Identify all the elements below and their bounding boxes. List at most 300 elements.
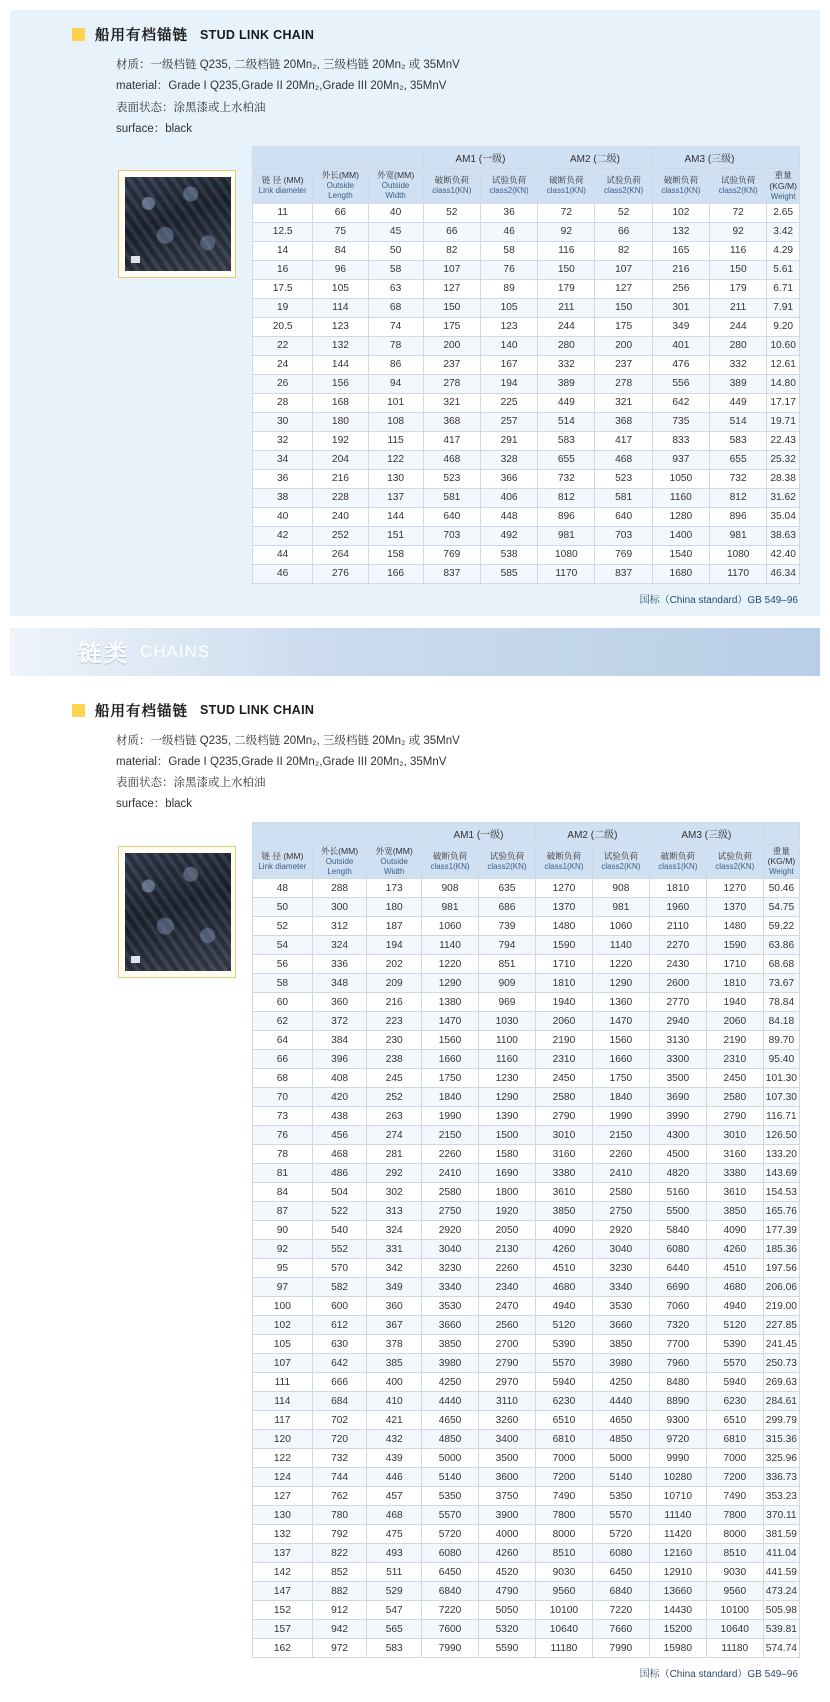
square-bullet-icon [72,28,85,41]
table-cell: 384 [312,1031,367,1050]
table-cell: 89.70 [763,1031,799,1050]
product-photo-block-2 [118,846,248,978]
table-cell: 3260 [479,1411,536,1430]
header-group-am2: AM2 (二级) [538,147,653,169]
table-cell: 336 [312,955,367,974]
table-cell: 1140 [422,936,479,955]
table-row [253,545,800,564]
table-cell: 179 [710,279,767,298]
table-cell: 225 [480,393,537,412]
table-cell: 3160 [706,1145,763,1164]
table-cell: 4090 [535,1221,592,1240]
header-group-blank [767,147,800,169]
table-cell: 5590 [479,1639,536,1658]
table-cell: 202 [367,955,422,974]
table-cell: 11140 [649,1506,706,1525]
table-cell: 822 [312,1544,367,1563]
table-cell: 313 [367,1202,422,1221]
table-row [253,955,800,974]
table-cell: 909 [479,974,536,993]
table-row [253,1620,800,1639]
table-cell: 63.86 [763,936,799,955]
header-group-am3: AM3 (三级) [652,147,767,169]
column-header-cn: 重量 (KG/M) [767,845,796,867]
table-cell: 2310 [706,1050,763,1069]
table-cell: 291 [480,431,537,450]
table-cell: 353.23 [763,1487,799,1506]
table-cell: 144 [368,507,423,526]
table-cell: 10.60 [767,336,800,355]
table-cell: 7220 [592,1601,649,1620]
table-cell: 10710 [649,1487,706,1506]
table-cell: 6080 [649,1240,706,1259]
table-cell: 140 [480,336,537,355]
table-cell: 167 [480,355,537,374]
table-cell: 127 [595,279,652,298]
table-cell: 514 [710,412,767,431]
column-header-3 [422,844,479,878]
table-cell: 107 [253,1354,313,1373]
table-cell: 401 [652,336,709,355]
table-cell: 48 [253,879,313,898]
table-row [253,393,800,412]
table-cell: 14430 [649,1601,706,1620]
table-cell: 381.59 [763,1525,799,1544]
table-cell: 6440 [649,1259,706,1278]
table-cell: 42 [253,526,313,545]
product-photo-block-1 [118,170,248,278]
table-cell: 582 [312,1278,367,1297]
table-row [253,1221,800,1240]
column-header-cn: 破断负荷 [546,850,582,861]
table-cell: 19.71 [767,412,800,431]
table-cell: 2310 [535,1050,592,1069]
table-cell: 299.79 [763,1411,799,1430]
table-cell: 780 [312,1506,367,1525]
table-cell: 4260 [706,1240,763,1259]
table-cell: 583 [710,431,767,450]
table-cell: 630 [312,1335,367,1354]
table-header-sub-row [253,844,800,878]
header-group-am3: AM3 (三级) [649,822,763,844]
table-cell: 7800 [706,1506,763,1525]
table-row [253,564,800,583]
table-cell: 852 [312,1563,367,1582]
table-cell: 612 [312,1316,367,1335]
table-cell: 84 [253,1183,313,1202]
table-row [253,1316,800,1335]
table-cell: 194 [480,374,537,393]
table-row [253,469,800,488]
table-cell: 9030 [706,1563,763,1582]
table-cell: 7200 [706,1468,763,1487]
table-cell: 684 [312,1392,367,1411]
standard-note-2: 国标（China standard）GB 549–96 [639,1669,798,1681]
table-cell: 8480 [649,1373,706,1392]
table-cell: 3230 [422,1259,479,1278]
table-cell: 284.61 [763,1392,799,1411]
table-cell: 385 [367,1354,422,1373]
table-cell: 720 [312,1430,367,1449]
header-group-am1: AM1 (一级) [422,822,536,844]
table-cell: 324 [312,936,367,955]
table-cell: 2190 [535,1031,592,1050]
table-cell: 126.50 [763,1126,799,1145]
table-cell: 206.06 [763,1278,799,1297]
table-cell: 105 [480,298,537,317]
table-cell: 45 [368,222,423,241]
table-cell: 50 [368,241,423,260]
table-cell: 7960 [649,1354,706,1373]
table-cell: 1220 [592,955,649,974]
table-cell: 46.34 [767,564,800,583]
table-cell: 278 [423,374,480,393]
spec-table-area-1 [252,146,800,583]
table-cell: 981 [422,898,479,917]
table-cell: 3530 [422,1297,479,1316]
table-cell: 117 [253,1411,313,1430]
table-cell: 132 [313,336,368,355]
table-cell: 2.65 [767,203,800,222]
table-cell: 441.59 [763,1563,799,1582]
table-cell: 1370 [535,898,592,917]
table-cell: 348 [312,974,367,993]
table-cell: 5350 [592,1487,649,1506]
table-cell: 7990 [422,1639,479,1658]
table-cell: 8890 [649,1392,706,1411]
table-cell: 4510 [706,1259,763,1278]
table-cell: 833 [652,431,709,450]
table-cell: 2150 [592,1126,649,1145]
table-cell: 30 [253,412,313,431]
table-cell: 2270 [649,936,706,955]
table-cell: 25.32 [767,450,800,469]
table-cell: 732 [710,469,767,488]
table-cell: 8000 [535,1525,592,1544]
column-header-6 [592,844,649,878]
table-cell: 349 [652,317,709,336]
table-cell: 1100 [479,1031,536,1050]
square-bullet-icon [72,704,85,717]
header-group-am1: AM1 (一级) [423,147,538,169]
table-cell: 3850 [422,1335,479,1354]
table-cell: 59.22 [763,917,799,936]
table-cell: 583 [538,431,595,450]
table-cell: 908 [592,879,649,898]
table-cell: 50 [253,898,313,917]
table-cell: 4680 [535,1278,592,1297]
table-cell: 56 [253,955,313,974]
table-cell: 3850 [706,1202,763,1221]
table-cell: 101.30 [763,1069,799,1088]
table-cell: 46 [253,564,313,583]
table-row [253,450,800,469]
table-cell: 7220 [422,1601,479,1620]
table-cell: 26 [253,374,313,393]
table-cell: 3750 [479,1487,536,1506]
table-cell: 66 [313,203,368,222]
table-cell: 3500 [479,1449,536,1468]
column-header-5 [535,844,592,878]
table-row [253,1183,800,1202]
column-header-en: Outside Width [380,856,408,876]
table-cell: 640 [423,507,480,526]
banner-title-cn: 链类 [78,640,130,667]
table-cell: 655 [538,450,595,469]
table-cell: 4510 [535,1259,592,1278]
table-cell: 54 [253,936,313,955]
table-cell: 82 [595,241,652,260]
table-cell: 332 [710,355,767,374]
table-cell: 2450 [706,1069,763,1088]
table-body-2 [253,879,800,1658]
table-cell: 1560 [422,1031,479,1050]
column-header-cn: 试验负荷 [489,850,525,861]
table-cell: 276 [313,564,368,583]
table-row [253,1297,800,1316]
table-cell: 6450 [422,1563,479,1582]
column-header-6 [595,169,652,203]
section-title-cn: 船用有档锚链 [95,28,188,44]
spec-line-surface-cn: 表面状态：涂黑漆或上水柏油 [116,777,266,790]
table-cell: 1060 [592,917,649,936]
table-cell: 389 [538,374,595,393]
table-cell: 2580 [535,1088,592,1107]
table-cell: 370.11 [763,1506,799,1525]
table-cell: 5390 [706,1335,763,1354]
table-cell: 368 [423,412,480,431]
table-cell: 642 [652,393,709,412]
table-cell: 408 [312,1069,367,1088]
section-body-2 [10,822,820,1658]
table-cell: 2260 [479,1259,536,1278]
table-row [253,1639,800,1658]
table-cell: 2410 [422,1164,479,1183]
table-cell: 5940 [535,1373,592,1392]
table-cell: 1840 [422,1088,479,1107]
table-header-sub-row [253,169,800,203]
table-cell: 739 [479,917,536,936]
column-header-cn: 外长(MM) [321,170,360,181]
table-cell: 3990 [649,1107,706,1126]
table-cell: 3600 [479,1468,536,1487]
column-header-en: class2(KN) [487,861,527,871]
table-cell: 52 [423,203,480,222]
table-cell: 115 [368,431,423,450]
table-cell: 1230 [479,1069,536,1088]
table-cell: 410 [367,1392,422,1411]
table-cell: 16 [253,260,313,279]
table-cell: 1480 [706,917,763,936]
section-body-1 [10,146,820,583]
table-header-group-row [253,822,800,844]
table-row [253,222,800,241]
table-cell: 3500 [649,1069,706,1088]
table-row [253,1563,800,1582]
table-cell: 366 [480,469,537,488]
table-cell: 1990 [422,1107,479,1126]
column-header-cn: 破断负荷 [660,850,696,861]
table-cell: 73 [253,1107,313,1126]
table-cell: 7200 [535,1468,592,1487]
table-cell: 17.17 [767,393,800,412]
column-header-cn: 试验负荷 [717,850,752,861]
table-cell: 7320 [649,1316,706,1335]
table-cell: 66 [423,222,480,241]
table-cell: 4.29 [767,241,800,260]
table-cell: 2410 [592,1164,649,1183]
table-cell: 514 [538,412,595,431]
table-cell: 122 [368,450,423,469]
table-row [253,917,800,936]
table-row [253,879,800,898]
table-cell: 302 [367,1183,422,1202]
table-cell: 1810 [535,974,592,993]
column-header-cn: 试验负荷 [606,175,641,186]
table-cell: 89 [480,279,537,298]
table-cell: 58 [253,974,313,993]
table-cell: 58 [368,260,423,279]
table-cell: 972 [312,1639,367,1658]
table-cell: 1800 [479,1183,536,1202]
table-cell: 5350 [422,1487,479,1506]
table-cell: 1400 [652,526,709,545]
table-cell: 2750 [422,1202,479,1221]
section-content-2 [10,731,820,822]
table-cell: 114 [313,298,368,317]
table-cell: 35.04 [767,507,800,526]
column-header-cn: 试验负荷 [720,175,756,186]
header-group-blank [763,822,799,844]
table-cell: 3010 [706,1126,763,1145]
table-cell: 84 [313,241,368,260]
table-cell: 837 [423,564,480,583]
section-content-1 [10,55,820,146]
column-header-8 [710,169,767,203]
table-row [253,1202,800,1221]
table-cell: 185.36 [763,1240,799,1259]
table-cell: 581 [423,488,480,507]
table-cell: 3110 [479,1392,536,1411]
table-cell: 1590 [706,936,763,955]
table-cell: 5720 [592,1525,649,1544]
table-cell: 52 [595,203,652,222]
table-cell: 227.85 [763,1316,799,1335]
column-header-4 [479,844,536,878]
spec-line-material-cn: 材质：一级档链 Q235, 二级档链 20Mn₂, 三级档链 20Mn₂ 或 35MnV [116,734,460,747]
table-cell: 1280 [652,507,709,526]
table-cell: 523 [595,469,652,488]
table-cell: 92 [253,1240,313,1259]
table-cell: 1050 [652,469,709,488]
table-cell: 981 [592,898,649,917]
column-header-9 [767,169,800,203]
table-cell: 15200 [649,1620,706,1639]
table-cell: 981 [538,526,595,545]
table-row [253,1525,800,1544]
table-cell: 6230 [535,1392,592,1411]
table-cell: 168 [313,393,368,412]
table-cell: 2790 [706,1107,763,1126]
table-cell: 11180 [706,1639,763,1658]
table-cell: 175 [423,317,480,336]
table-cell: 7700 [649,1335,706,1354]
table-cell: 732 [538,469,595,488]
table-cell: 2940 [649,1012,706,1031]
table-cell: 655 [710,450,767,469]
table-row [253,1449,800,1468]
table-cell: 1920 [479,1202,536,1221]
table-cell: 417 [595,431,652,450]
table-cell: 2790 [535,1107,592,1126]
table-cell: 151 [368,526,423,545]
table-cell: 10100 [706,1601,763,1620]
table-cell: 209 [367,974,422,993]
table-cell: 1840 [592,1088,649,1107]
table-row [253,1354,800,1373]
table-cell: 812 [538,488,595,507]
table-cell: 4440 [422,1392,479,1411]
column-header-en: class1(KN) [658,861,698,871]
table-cell: 342 [367,1259,422,1278]
table-cell: 100 [253,1297,313,1316]
table-cell: 9560 [535,1582,592,1601]
photo-frame [118,846,236,978]
table-cell: 52 [253,917,313,936]
table-cell: 7490 [706,1487,763,1506]
table-cell: 4250 [422,1373,479,1392]
table-cell: 457 [367,1487,422,1506]
column-header-en: Weight [769,867,794,877]
column-header-0 [253,844,313,878]
table-cell: 180 [313,412,368,431]
table-cell: 278 [595,374,652,393]
table-cell: 3380 [535,1164,592,1183]
section-title-en: STUD LINK CHAIN [200,703,315,718]
column-header-cn: 外宽(MM) [375,845,413,856]
table-cell: 396 [312,1050,367,1069]
table-cell: 5570 [592,1506,649,1525]
table-cell: 9300 [649,1411,706,1430]
table-cell: 1590 [535,936,592,955]
table-row [253,1031,800,1050]
table-cell: 12.5 [253,222,313,241]
column-header-3 [423,169,480,203]
section-stud-link-chain-2 [10,686,820,1691]
table-cell: 62 [253,1012,313,1031]
table-cell: 4650 [422,1411,479,1430]
table-cell: 2790 [479,1354,536,1373]
table-cell: 331 [367,1240,422,1259]
table-cell: 3300 [649,1050,706,1069]
table-cell: 837 [595,564,652,583]
table-cell: 2770 [649,993,706,1012]
table-row [253,1544,800,1563]
table-cell: 252 [313,526,368,545]
table-cell: 1990 [592,1107,649,1126]
table-cell: 162 [253,1639,313,1658]
column-header-en: Outside Length [326,181,355,201]
table-row [253,1506,800,1525]
table-cell: 1160 [652,488,709,507]
table-cell: 5500 [649,1202,706,1221]
table-cell: 2060 [535,1012,592,1031]
spec-table-area-2 [252,822,800,1658]
table-cell: 2970 [479,1373,536,1392]
table-cell: 264 [313,545,368,564]
table-header-1 [253,147,800,203]
table-cell: 4520 [479,1563,536,1582]
